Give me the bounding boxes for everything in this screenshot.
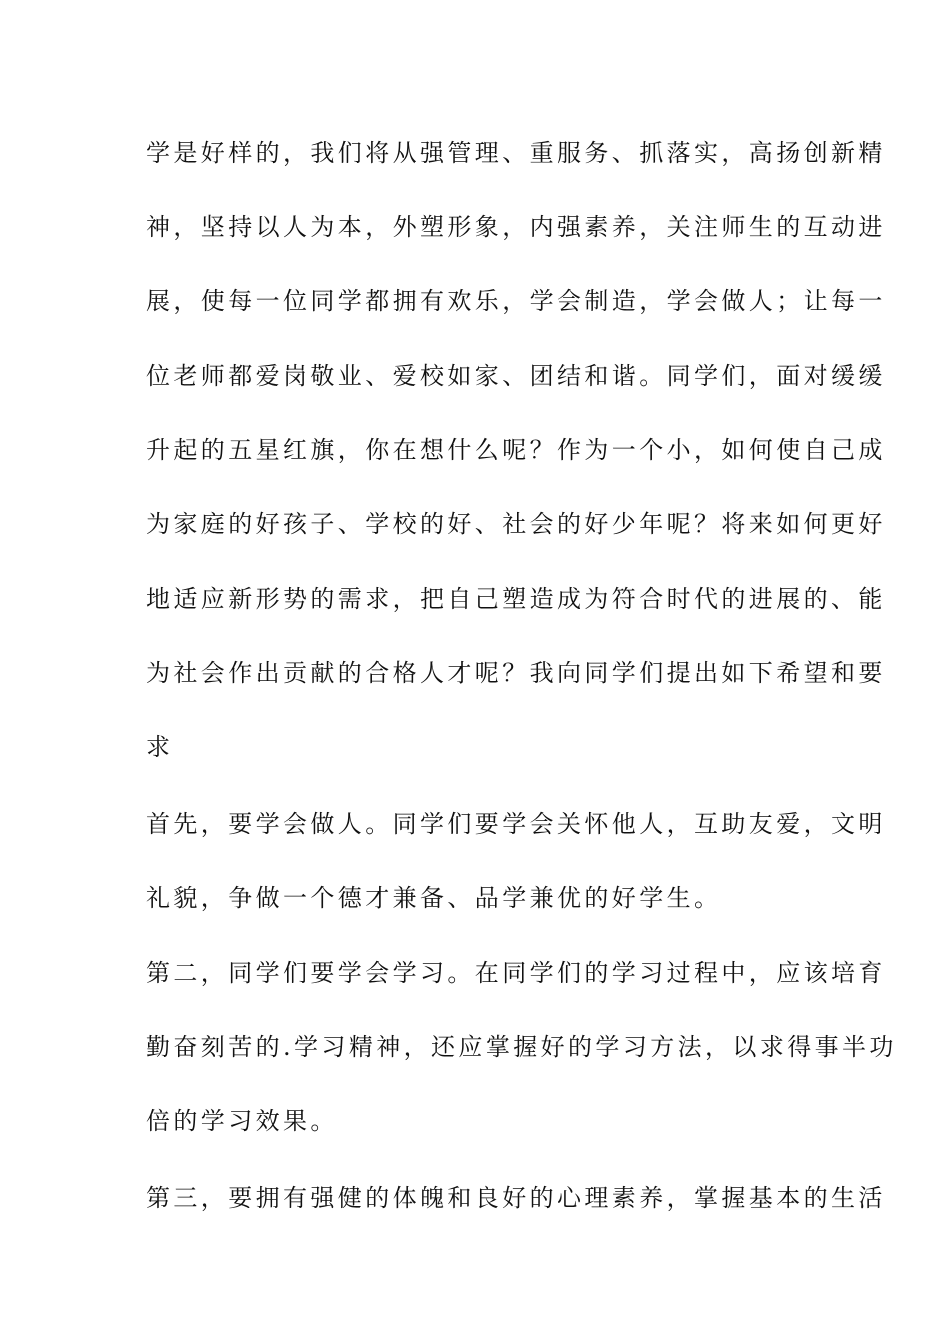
text-line: 首先，要学会做人。同学们要学会关怀他人，互助友爱，文明 — [146, 810, 886, 838]
text-line: 升起的五星红旗，你在想什么呢？作为一个小，如何使自己成 — [146, 436, 886, 464]
text-line: 神，坚持以人为本，外塑形象，内强素养，关注师生的互动进 — [146, 213, 886, 241]
text-line: 地适应新形势的需求，把自己塑造成为符合时代的进展的、能 — [146, 585, 886, 613]
text-line: 学是好样的，我们将从强管理、重服务、抓落实，高扬创新精 — [146, 139, 886, 167]
text-line: 勤奋刻苦的.学习精神，还应掌握好的学习方法，以求得事半功 — [146, 1033, 897, 1061]
text-line: 为社会作出贡献的合格人才呢？我向同学们提出如下希望和要 — [146, 659, 886, 687]
text-line: 展，使每一位同学都拥有欢乐，学会制造，学会做人；让每一 — [146, 287, 886, 315]
text-line: 位老师都爱岗敬业、爱校如家、团结和谐。同学们，面对缓缓 — [146, 362, 886, 390]
text-line: 第三，要拥有强健的体魄和良好的心理素养，掌握基本的生活 — [146, 1184, 886, 1212]
text-line: 第二，同学们要学会学习。在同学们的学习过程中，应该培育 — [146, 959, 886, 987]
text-line: 求 — [146, 733, 174, 761]
text-line: 为家庭的好孩子、学校的好、社会的好少年呢？将来如何更好 — [146, 510, 886, 538]
text-line: 倍的学习效果。 — [146, 1107, 338, 1135]
text-line: 礼貌，争做一个德才兼备、品学兼优的好学生。 — [146, 884, 722, 912]
